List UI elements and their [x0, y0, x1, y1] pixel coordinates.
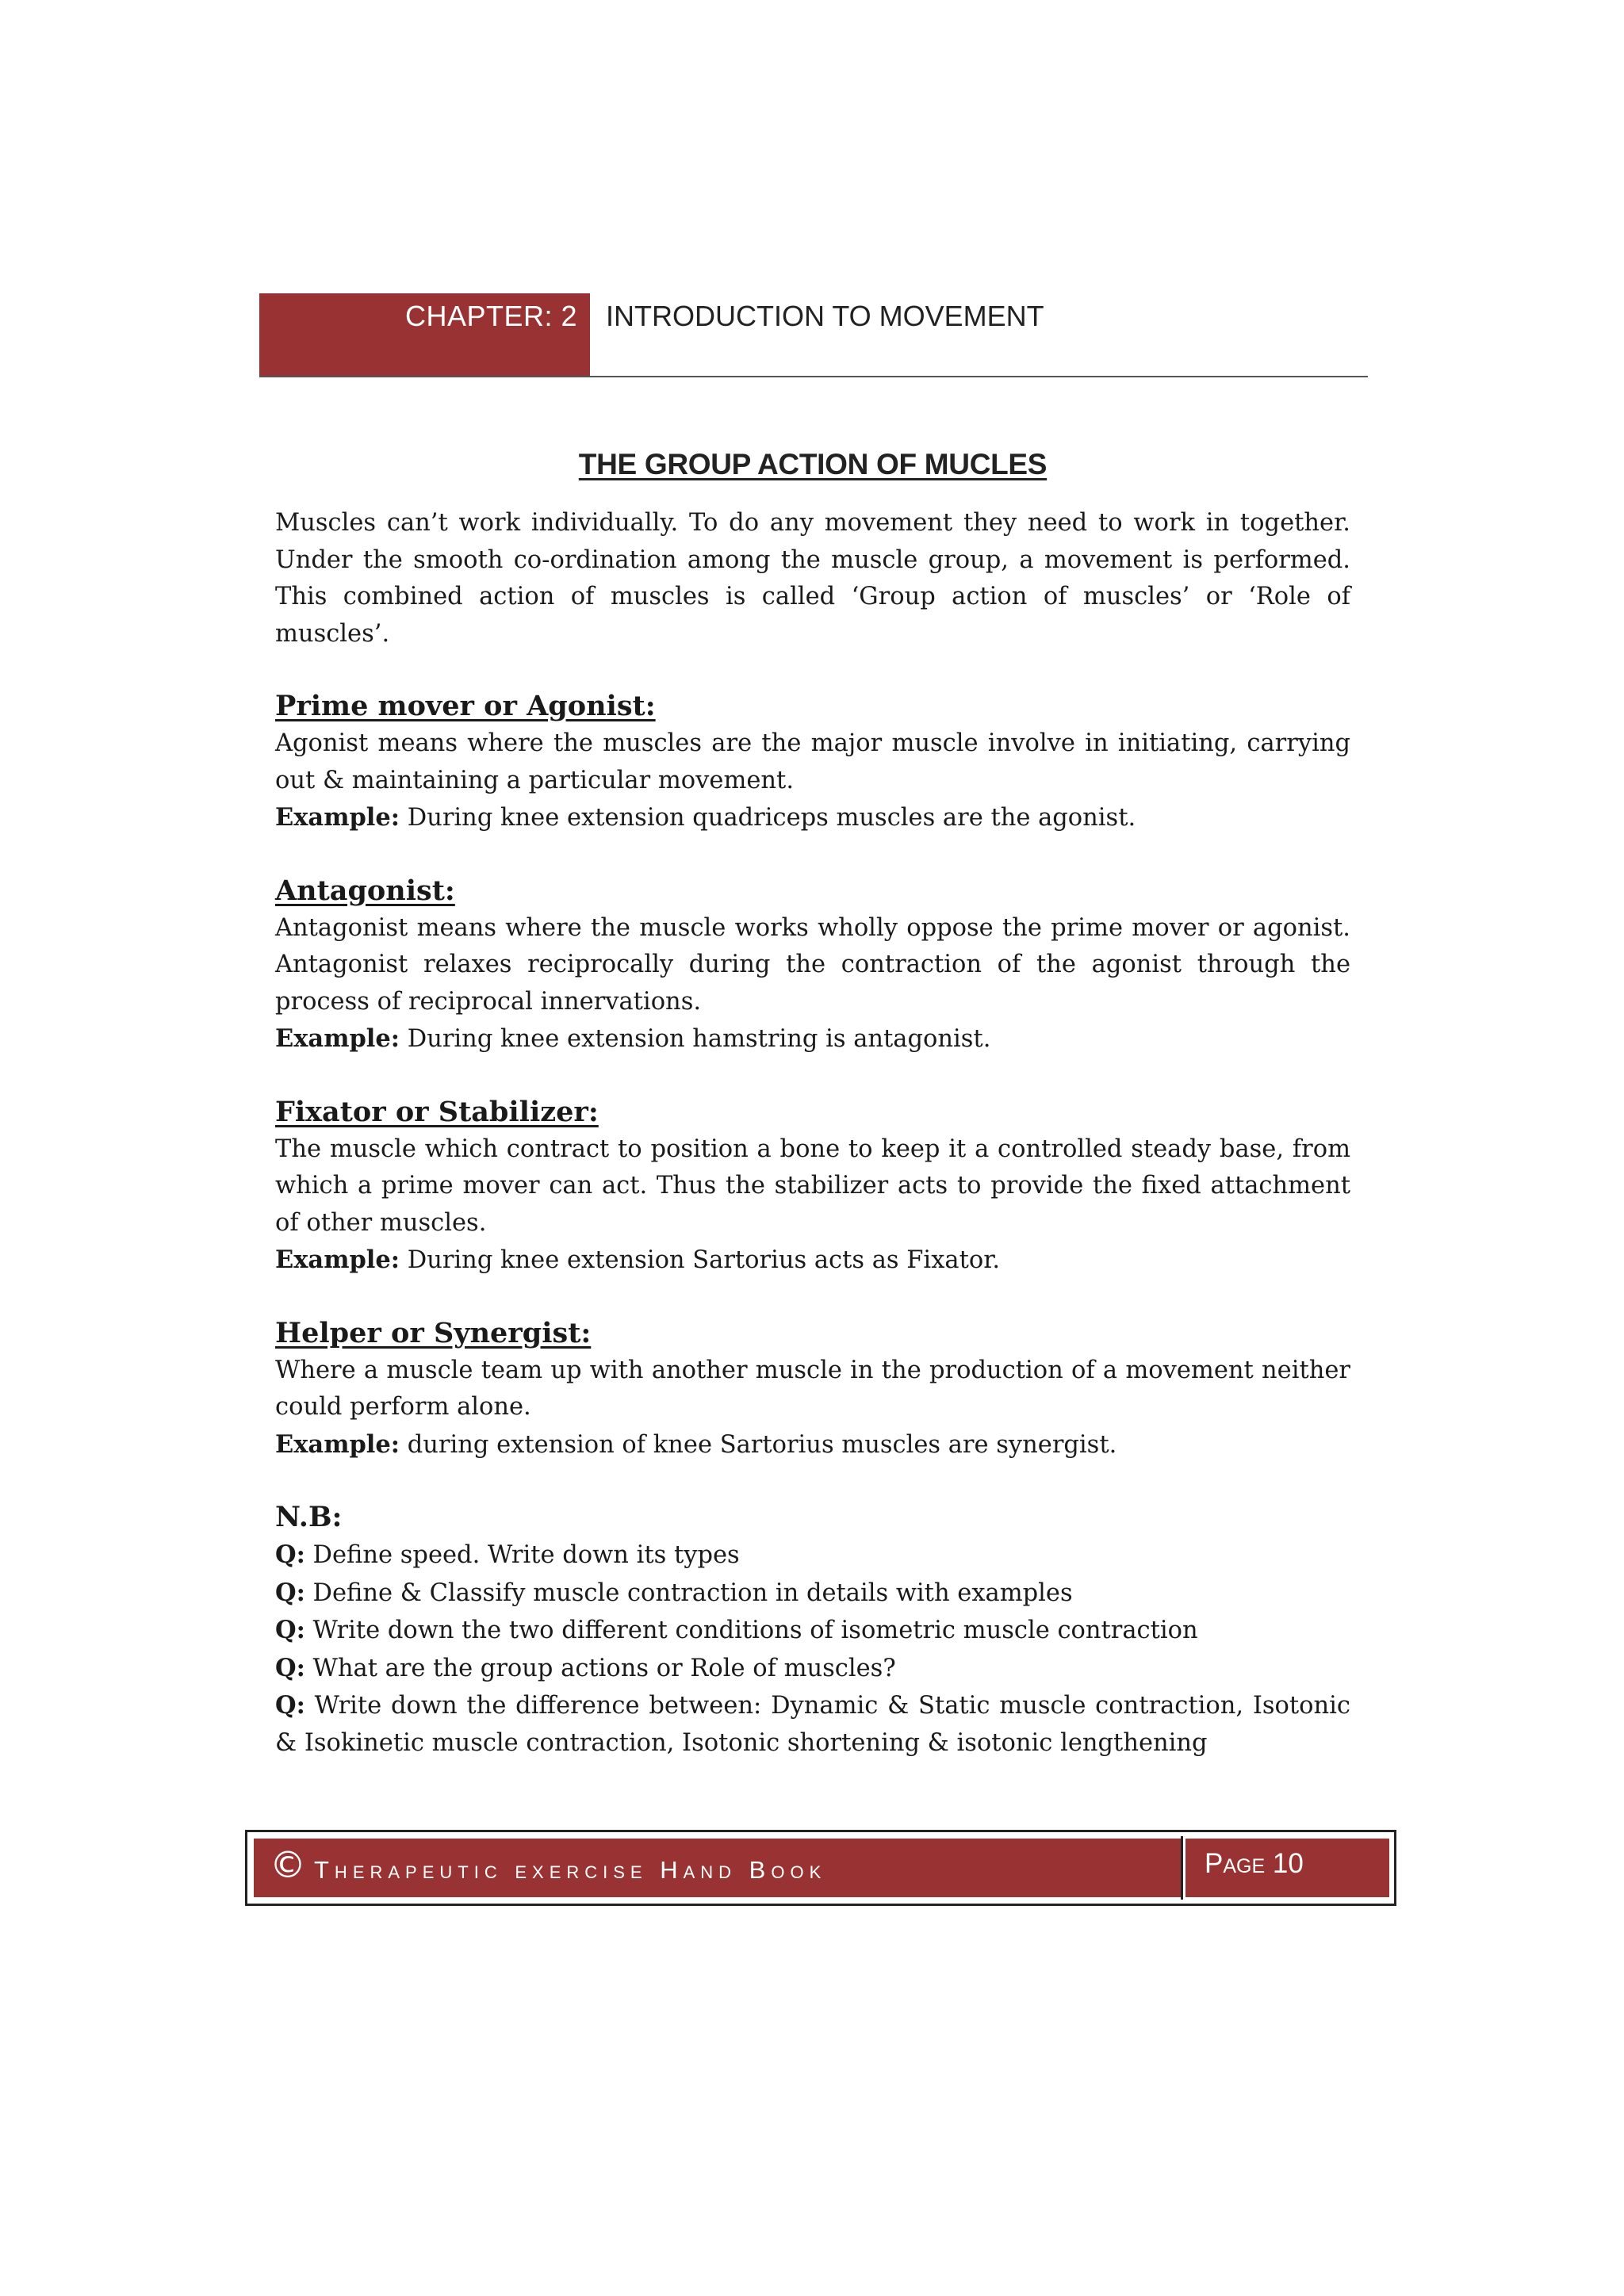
example-text: during extension of knee Sartorius muscles are synergist.: [407, 1430, 1117, 1459]
section-example: [275, 1242, 1350, 1280]
chapter-title: INTRODUCTION TO MOVEMENT: [606, 300, 1044, 332]
question-label: Q:: [275, 1691, 305, 1720]
question-item: [275, 1650, 1350, 1688]
example-label: Example:: [275, 803, 400, 832]
question-label: Q:: [275, 1616, 305, 1644]
example-text: During knee extension hamstring is antagonist.: [407, 1025, 991, 1053]
section-heading: Prime mover or Agonist:: [275, 690, 656, 722]
question-item: [275, 1612, 1350, 1650]
example-text: During knee extension Sartorius acts as Fixator.: [407, 1246, 1001, 1274]
section-fixator: [275, 1093, 1350, 1280]
question-text: Write down the difference between: Dynamic & Static muscle contraction, Isotonic & Isokinetic muscle contraction, Isotonic shortening & isotonic lengthening: [275, 1692, 1350, 1757]
section-body: Antagonist means where the muscle works wholly oppose the prime mover or agonist. Antagonist relaxes reciprocally during the contraction of the agonist through the process of reciprocal innervations.: [275, 913, 1350, 1016]
section-title: THE GROUP ACTION OF MUCLES: [578, 448, 1048, 480]
section-agonist: [275, 687, 1350, 837]
chapter-label-box: [259, 293, 590, 376]
question-text: Define speed. Write down its types: [312, 1541, 740, 1569]
chapter-header: [259, 293, 1368, 377]
page-footer: [245, 1830, 1396, 1906]
nb-heading: N.B:: [275, 1501, 343, 1533]
chapter-label: CHAPTER: 2: [404, 300, 577, 332]
footer-title-box: [254, 1839, 1182, 1897]
chapter-rule: [259, 376, 1368, 377]
section-example: [275, 1426, 1350, 1464]
page-number: Page 10: [1205, 1848, 1304, 1879]
section-example: [275, 799, 1350, 837]
section-heading: Helper or Synergist:: [275, 1316, 592, 1349]
example-text: During knee extension quadriceps muscles are the agonist.: [407, 804, 1136, 832]
section-body: The muscle which contract to position a bone to keep it a controlled steady base, from which a prime mover can act. Thus the stabilizer acts to provide the fixed attachment of other muscles.: [275, 1135, 1350, 1237]
copyright-icon: ©: [270, 1843, 306, 1886]
example-label: Example:: [275, 1024, 400, 1053]
section-antagonist: [275, 872, 1350, 1058]
question-text: Write down the two different conditions of isometric muscle contraction: [312, 1617, 1198, 1644]
question-label: Q:: [275, 1540, 305, 1569]
page-content: [275, 448, 1350, 1762]
question-text: What are the group actions or Role of muscles?: [312, 1654, 896, 1682]
question-text: Define & Classify muscle contraction in details with examples: [312, 1578, 1073, 1607]
example-label: Example:: [275, 1429, 400, 1459]
footer-page-box: [1185, 1839, 1389, 1897]
question-label: Q:: [275, 1653, 305, 1682]
section-synergist: [275, 1314, 1350, 1464]
question-label: Q:: [275, 1578, 305, 1607]
example-label: Example:: [275, 1246, 400, 1274]
question-item: [275, 1687, 1350, 1762]
intro-paragraph: Muscles can’t work individually. To do any movement they need to work in together. Under the smooth co-ordination among the muscle group, a movement is performed. This combined action of muscles is called ‘Group action of muscles’ or ‘Role of muscles’.: [275, 509, 1350, 648]
section-body: Agonist means where the muscles are the major muscle involve in initiating, carrying out & maintaining a particular movement.: [275, 729, 1350, 794]
intro-block: [275, 505, 1350, 652]
question-item: [275, 1536, 1350, 1575]
section-body: Where a muscle team up with another muscle in the production of a movement neither could perform alone.: [275, 1356, 1350, 1421]
section-heading: Fixator or Stabilizer:: [275, 1095, 599, 1128]
question-item: [275, 1575, 1350, 1613]
nb-block: [275, 1498, 1350, 1762]
footer-book-title: Therapeutic exercise Hand Book: [314, 1856, 827, 1884]
footer-divider: [1181, 1836, 1183, 1900]
section-example: [275, 1020, 1350, 1058]
section-heading: Antagonist:: [275, 874, 455, 907]
